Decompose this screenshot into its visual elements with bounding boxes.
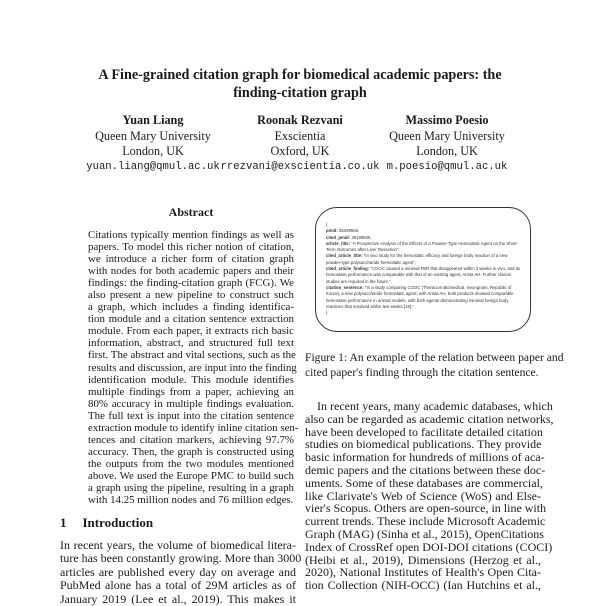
json-key: cited_article_title: (326, 253, 363, 259)
author-email: yuan.liang@qmul.ac.uk (86, 160, 220, 173)
title-line-1: A Fine-grained citation graph for biomedical academic papers: the (98, 67, 502, 83)
text-line: current trends. These include Microsoft Academic (305, 514, 546, 529)
text-line: have been developed to facilitate detailed citation (305, 424, 543, 439)
text-line: also can be regarded as academic citation networks, (305, 411, 554, 426)
text-line: tion Collection (NIH-OCC) (Ian Hutchins et al., (305, 578, 541, 593)
json-close-brace: } (326, 310, 328, 316)
json-field (326, 253, 520, 266)
text-line: tion module and a citation sentence extraction (88, 313, 294, 326)
text-line: 2020), National Institutes of Health's Open Cita- (305, 565, 541, 580)
json-value: "CGOC caused a minimal FBR that disappeared within 2 weeks in vivo, and its hemostatic performance was comparable with that of an existing agent, Arista AH. Further clinical studies are required in the future.", (326, 266, 521, 284)
text-line: PubMed alone has a total of 29M articles as of (60, 578, 296, 593)
text-line: Index of CrossRef open DOI-DOI citations (COCI) (305, 539, 553, 554)
text-line: with 14.25 million nodes and 76 million edges. (88, 494, 294, 507)
text-line: identification module. This module identifies (88, 373, 294, 386)
author-3 (367, 113, 527, 175)
author-affiliation: Queen Mary University (95, 128, 211, 143)
text-line: with nodes for both academic papers and their (88, 265, 294, 278)
abstract-text (88, 229, 299, 507)
author-affiliation: Queen Mary University (389, 128, 505, 143)
text-line: The full text is input into the citation sentence (88, 409, 294, 422)
caption-line: Figure 1: An example of the relation between paper and (305, 351, 564, 364)
section-title: Introduction (82, 515, 154, 530)
json-key: cited_article_finding: (326, 266, 370, 272)
right-column-text (305, 399, 554, 593)
author-email: rrezvani@exscientia.co.uk (220, 160, 380, 173)
text-line: a graph using the pipeline, resulting in a graph (88, 481, 294, 494)
author-location: Oxford, UK (270, 144, 330, 159)
text-line: results and discussion, are input into the finding (88, 361, 297, 374)
text-line: information, abstract, and structured full text (88, 337, 294, 350)
text-line: accuracy. Then, the graph is constructed using (88, 445, 294, 458)
text-line: basic information for hundreds of millions of aca- (305, 450, 545, 465)
text-line: we introduce a richer form of citation graph (88, 253, 294, 266)
author-location: London, UK (416, 144, 478, 159)
json-field (326, 266, 520, 285)
text-line: Citations typically mention findings as well as (88, 229, 294, 241)
paper-title (60, 66, 540, 102)
text-line: papers. To model this richer notion of citation, (88, 241, 294, 254)
author-location: London, UK (122, 144, 184, 159)
section-heading-introduction (60, 515, 169, 531)
text-line: tences and citation markers, achieving 97.7% (88, 433, 294, 446)
text-line: articles are published every day on average and (60, 564, 296, 579)
text-line: studies on biomedical publications. They provide (305, 437, 542, 452)
author-name: Yuan Liang (122, 113, 184, 127)
text-line: the outputs from the two modules mentioned (88, 457, 294, 470)
introduction-text (60, 538, 302, 606)
text-line: multiple findings from a paper, achieving an (88, 385, 294, 398)
json-key: pmid: (326, 228, 338, 234)
text-line: like Clarivate's Web of Science (WoS) and Else- (305, 488, 541, 503)
figure-1-caption (305, 351, 564, 380)
json-key: citation_sentence: (326, 284, 364, 290)
text-line: demic papers and the citations between these doc- (305, 462, 546, 477)
caption-line: cited paper's finding through the citation sentence. (305, 365, 539, 379)
text-line: a graph, which includes a finding identifica- (88, 301, 294, 314)
json-field (326, 241, 520, 254)
title-line-2: finding-citation graph (233, 85, 367, 101)
text-line: ture has been constantly growing. More than 3000 (60, 551, 302, 566)
author-name: Roonak Rezvani (257, 113, 343, 127)
text-line: 80% accuracy in multiple findings evaluation. (88, 397, 294, 410)
json-field (326, 285, 520, 310)
text-line: first. The abstract and vital sections, such as the (88, 349, 296, 362)
text-line: Graph (MAG) (Sinha et al., 2015), OpenCitations (305, 526, 544, 541)
text-line: uments. Some of these databases are commercial, (305, 475, 543, 490)
json-value: 35198506, (350, 234, 372, 240)
json-value: "A Prospective Analysis of the Effects of a Powder-Type Hemostatic Agent on the Short-Term Outcomes after Liver Resection", (326, 240, 519, 253)
abstract-heading: Abstract (168, 205, 214, 219)
json-value: "In a study comparing CGOC (Theracion Biomedical, Seongnam, Republic of Korea), a new polysaccharide hemostatic agent, with Arista AH, both products showed comparable hemostatic performance in animal models, with both agents demonstrating minimal foreign body reactions that resolved within two weeks [18]." (326, 284, 514, 309)
text-line: In recent years, the volume of biomedical litera- (60, 538, 296, 552)
text-line: findings: the finding-citation graph (FCG). We (88, 277, 294, 290)
text-line: January 2019 (Lee et al., 2019). This makes it (60, 591, 296, 606)
json-key: article_title: (326, 240, 351, 246)
text-line: extraction module to identify inline citation sen- (88, 421, 299, 434)
figure-1-json-box (315, 207, 531, 332)
text-line: above. We used the Europe PMC to build such (88, 469, 294, 482)
text-line: vier's Scopus. Others are open-source, in line with (305, 501, 547, 516)
json-key: cited_pmid: (326, 234, 351, 240)
text-line: module. From each paper, it extracts rich basic (88, 325, 294, 338)
text-line: (Heibi et al., 2019), Dimensions (Herzog et al., (305, 552, 541, 567)
section-number: 1 (60, 515, 67, 530)
text-line: also present a new pipeline to construct such (88, 289, 294, 302)
json-value: "In vivo study for the hemostatic efficacy and foreign body reaction of a new powder-type polysaccharide hemostatic agent", (326, 253, 508, 265)
author-name: Massimo Poesio (405, 113, 489, 127)
author-affiliation: Exscientia (274, 128, 326, 143)
json-open-brace: { (326, 222, 328, 227)
json-value: 35399565, (337, 228, 360, 234)
author-email: m.poesio@qmul.ac.uk (386, 160, 508, 173)
text-line: In recent years, many academic databases, which (317, 399, 553, 413)
